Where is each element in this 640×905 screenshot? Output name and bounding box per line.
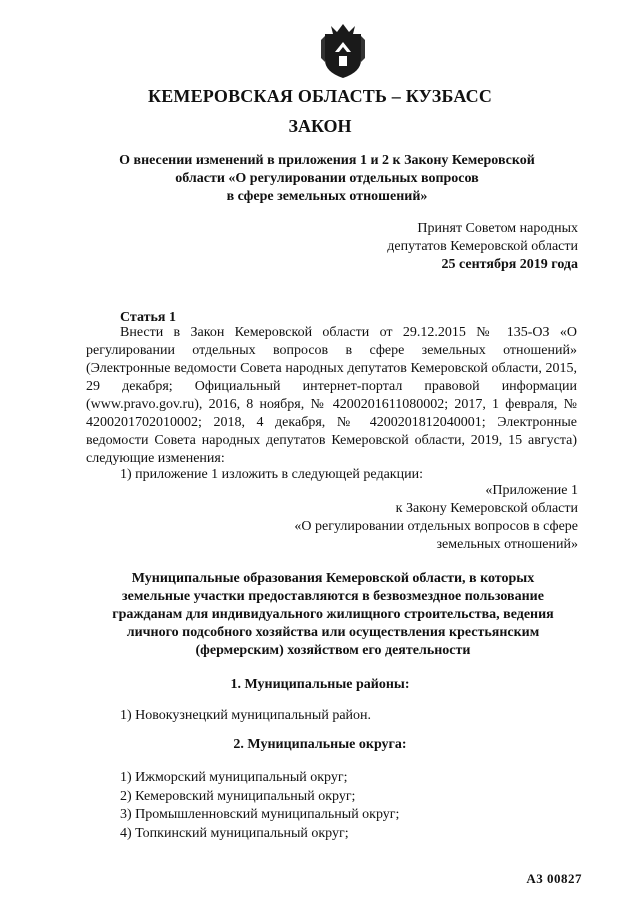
adoption-line: депутатов Кемеровской области: [387, 239, 578, 254]
municipal-title-line: гражданам для индивидуального жилищного строительства, ведения: [112, 607, 554, 622]
section-heading-okrugs: 2. Муниципальные округа:: [233, 737, 407, 752]
article-body: [86, 324, 577, 468]
appendix-line: «Приложение 1: [485, 483, 578, 498]
appendix-line: к Закону Кемеровской области: [395, 501, 578, 516]
law-title-line: в сфере земельных отношений»: [226, 189, 428, 204]
law-title-line: О внесении изменений в приложения 1 и 2 к Закону Кемеровской: [119, 153, 535, 168]
law-title-line: области «О регулировании отдельных вопросов: [175, 171, 479, 186]
municipal-title-line: (фермерским) хозяйством его деятельности: [195, 643, 471, 658]
section-heading-districts: 1. Муниципальные районы:: [230, 677, 410, 692]
list-item: 2) Кемеровский муниципальный округ;: [120, 788, 356, 804]
list-item: 1) Ижморский муниципальный округ;: [120, 770, 348, 785]
municipal-title: [86, 570, 580, 660]
document-type: ЗАКОН: [288, 116, 352, 136]
law-title: [100, 152, 554, 206]
municipal-title-line: Муниципальные образования Кемеровской области, в которых: [131, 571, 535, 586]
districts-list: [120, 707, 371, 725]
adoption-date: 25 сентября 2019 года: [441, 257, 578, 272]
adoption-line: Принят Советом народных: [417, 221, 578, 236]
appendix-line: земельных отношений»: [436, 537, 578, 552]
okrugs-list: [120, 769, 399, 843]
coat-of-arms-icon: [321, 22, 365, 80]
article-heading: Статья 1: [120, 310, 176, 325]
adoption-block: [330, 220, 578, 274]
municipal-title-line: земельные участки предоставляются в безвозмездное пользование: [122, 589, 544, 604]
region-title: КЕМЕРОВСКАЯ ОБЛАСТЬ – КУЗБАСС: [147, 86, 493, 106]
list-item: 1) Новокузнецкий муниципальный район.: [120, 708, 372, 723]
municipal-title-line: личного подсобного хозяйства или осуществления крестьянским: [126, 625, 540, 640]
article-paragraph: Внести в Закон Кемеровской области от 29.12.2015 № 135-ОЗ «О регулировании отдельных вопросов в сфере земельных отношений» (Электронные ведомости Совета народных депутатов Кемеровской области, 2015, 29 декабря; Официальный интернет-портал правовой информации (www.pravo.gov.ru), 2016, 8 ноября, № 4200201611080002; 2017, 1 февраля, № 4200201702010002; 2018, 4 декабря, № 4200201812040001; Электронные ведомости Совета народных депутатов Кемеровской области, 2019, 15 августа) следующие изменения:: [86, 325, 577, 466]
appendix-line: «О регулировании отдельных вопросов в сфере: [294, 519, 578, 534]
document-code: А3 00827: [526, 871, 582, 886]
list-item: 4) Топкинский муниципальный округ;: [120, 825, 349, 841]
list-item: 3) Промышленновский муниципальный округ;: [120, 807, 400, 822]
appendix-header: [280, 482, 578, 554]
article-item-1: 1) приложение 1 изложить в следующей редакции:: [120, 467, 423, 482]
